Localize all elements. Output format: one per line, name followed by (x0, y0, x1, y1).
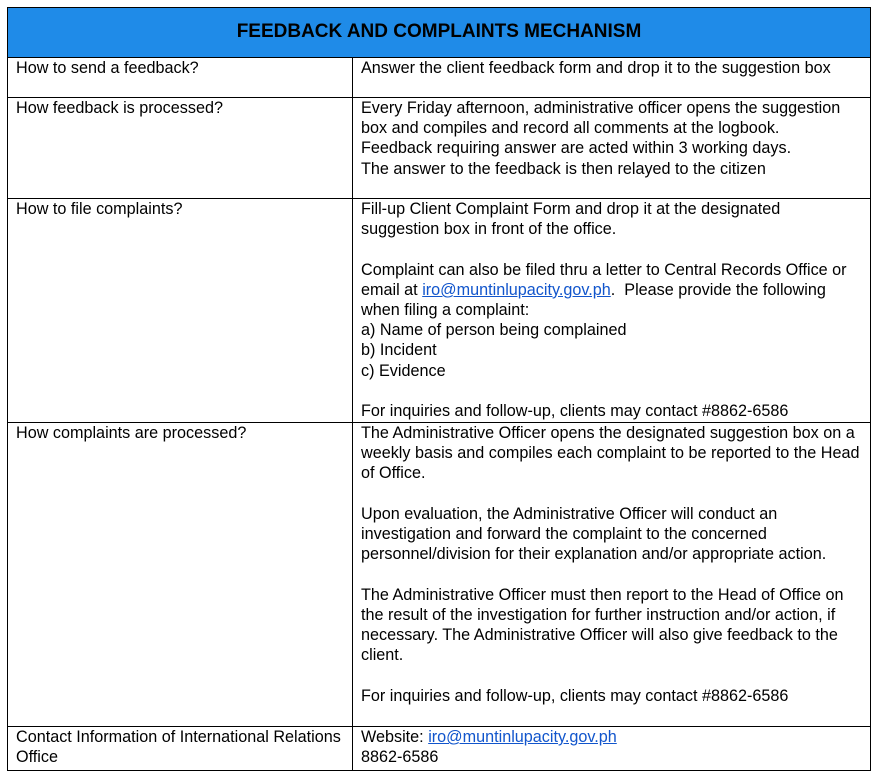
answer-paragraph: The answer to the feedback is then relayed to the citizen (361, 159, 766, 178)
row-answer (353, 58, 871, 98)
answer-text: . Please provide the following when filing a complaint: (361, 280, 831, 319)
answer-paragraph: Upon evaluation, the Administrative Officer will conduct an investigation and forward the complaint to the concerned personnel/division for their explanation and/or appropriate action. (361, 504, 827, 564)
list-item: c) Evidence (361, 361, 446, 380)
contact-line: For inquiries and follow-up, clients may contact #8862-6586 (361, 686, 789, 705)
row-answer (353, 423, 871, 727)
answer-paragraph: Every Friday afternoon, administrative officer opens the suggestion box and compiles and record all comments at the logbook. (361, 99, 841, 138)
table-title: FEEDBACK AND COMPLAINTS MECHANISM (8, 8, 871, 58)
table-row (8, 727, 871, 771)
website-line (361, 727, 862, 747)
feedback-complaints-table (7, 7, 871, 771)
answer-paragraph: The Administrative Officer must then report to the Head of Office on the result of the investigation for further instruction and/or action, if necessary. The Administrative Officer will also give feedback to the client. (361, 585, 844, 665)
table-row (8, 58, 871, 98)
row-question: How complaints are processed? (8, 423, 353, 727)
table-row (8, 423, 871, 727)
answer-text: Complaint can also be filed thru a letter to Central Records Office or email at (361, 260, 847, 299)
contact-line: For inquiries and follow-up, clients may contact #8862-6586 (361, 402, 789, 420)
row-question: How to file complaints? (8, 199, 353, 423)
answer-paragraph: The Administrative Officer opens the designated suggestion box on a weekly basis and compiles each complaint to be reported to the Head of Office. (361, 424, 860, 483)
email-link[interactable]: iro@muntinlupacity.gov.ph (422, 280, 611, 299)
row-question: How feedback is processed? (8, 98, 353, 199)
row-answer (353, 98, 871, 199)
row-question: Contact Information of International Relations Office (8, 727, 353, 771)
row-question: How to send a feedback? (8, 58, 353, 98)
row-answer (353, 199, 871, 423)
list-item: b) Incident (361, 341, 437, 360)
website-link[interactable]: iro@muntinlupacity.gov.ph (428, 728, 617, 746)
table-row (8, 199, 871, 423)
answer-paragraph (361, 260, 862, 321)
table-row (8, 98, 871, 199)
answer-paragraph: Fill-up Client Complaint Form and drop it at the designated suggestion box in front of the office. (361, 200, 781, 239)
list-item: a) Name of person being complained (361, 321, 627, 340)
answer-paragraph: Feedback requiring answer are acted within 3 working days. (361, 139, 792, 158)
phone-number: 8862-6586 (361, 748, 439, 767)
table-header-row (8, 8, 871, 58)
website-label: Website: (361, 728, 429, 746)
row-answer (353, 727, 871, 771)
answer-text: Answer the client feedback form and drop it to the suggestion box (361, 59, 831, 77)
